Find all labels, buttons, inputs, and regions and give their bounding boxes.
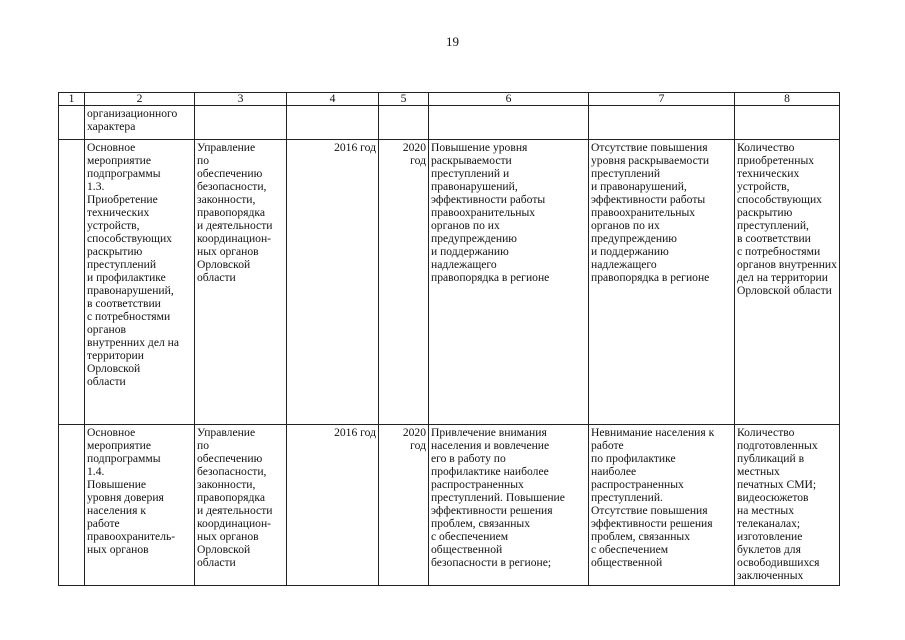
cell-end-year (379, 106, 429, 140)
cell-executor: Управление по обеспечению безопасности, законности, правопорядка и деятельности координацион- ных органов Орловской области (195, 425, 287, 586)
cell-start-year: 2016 год (287, 425, 379, 586)
cell-consequences: Невнимание населения к работе по профилактике наиболее распространенных преступлений. Отсутствие повышения эффективности решения проблем, связанных с обеспечением общественной (589, 425, 735, 586)
column-header: 1 (59, 93, 85, 106)
column-header: 2 (85, 93, 195, 106)
measures-table (58, 92, 840, 586)
cell-expected-result: Повышение уровня раскрываемости преступлений и правонарушений, эффективности работы правоохранительных органов по их предупреждению и поддержанию надлежащего правопорядка в регионе (429, 140, 589, 425)
column-header: 7 (589, 93, 735, 106)
cell-number (59, 106, 85, 140)
page-number: 19 (446, 34, 459, 49)
cell-start-year: 2016 год (287, 140, 379, 425)
cell-executor (195, 106, 287, 140)
cell-start-year (287, 106, 379, 140)
column-header: 4 (287, 93, 379, 106)
table-row (59, 106, 840, 140)
column-header: 8 (735, 93, 840, 106)
cell-number (59, 425, 85, 586)
cell-end-year: 2020 год (379, 140, 429, 425)
column-header: 6 (429, 93, 589, 106)
column-header: 5 (379, 93, 429, 106)
cell-consequences (589, 106, 735, 140)
cell-expected-result: Привлечение внимания населения и вовлечение его в работу по профилактике наиболее распространенных преступлений. Повышение эффективности решения проблем, связанных с обеспечением общественной безопасности в регионе; (429, 425, 589, 586)
cell-measure: Основное мероприятие подпрограммы 1.4. Повышение уровня доверия населения к работе правоохранитель- ных органов (85, 425, 195, 586)
cell-consequences: Отсутствие повышения уровня раскрываемости преступлений и правонарушений, эффективности работы правоохранительных органов по их предупреждению и поддержанию надлежащего правопорядка в регионе (589, 140, 735, 425)
table-row (59, 140, 840, 425)
cell-expected-result (429, 106, 589, 140)
cell-executor: Управление по обеспечению безопасности, законности, правопорядка и деятельности координацион- ных органов Орловской области (195, 140, 287, 425)
column-header: 3 (195, 93, 287, 106)
cell-indicators: Количество приобретенных технических устройств, способствующих раскрытию преступлений, в соответствии с потребностями органов внутренних дел на территории Орловской области (735, 140, 840, 425)
table-row (59, 425, 840, 586)
cell-indicators: Количество подготовленных публикаций в местных печатных СМИ; видеосюжетов на местных телеканалах; изготовление буклетов для освободившихся заключенных (735, 425, 840, 586)
cell-measure: Основное мероприятие подпрограммы 1.3. Приобретение технических устройств, способствующих раскрытию преступлений и профилактике правонарушений, в соответствии с потребностями органов внутренних дел на территории Орловской области (85, 140, 195, 425)
cell-indicators (735, 106, 840, 140)
cell-measure: организационного характера (85, 106, 195, 140)
cell-end-year: 2020 год (379, 425, 429, 586)
cell-number (59, 140, 85, 425)
table-header-row (59, 93, 840, 106)
